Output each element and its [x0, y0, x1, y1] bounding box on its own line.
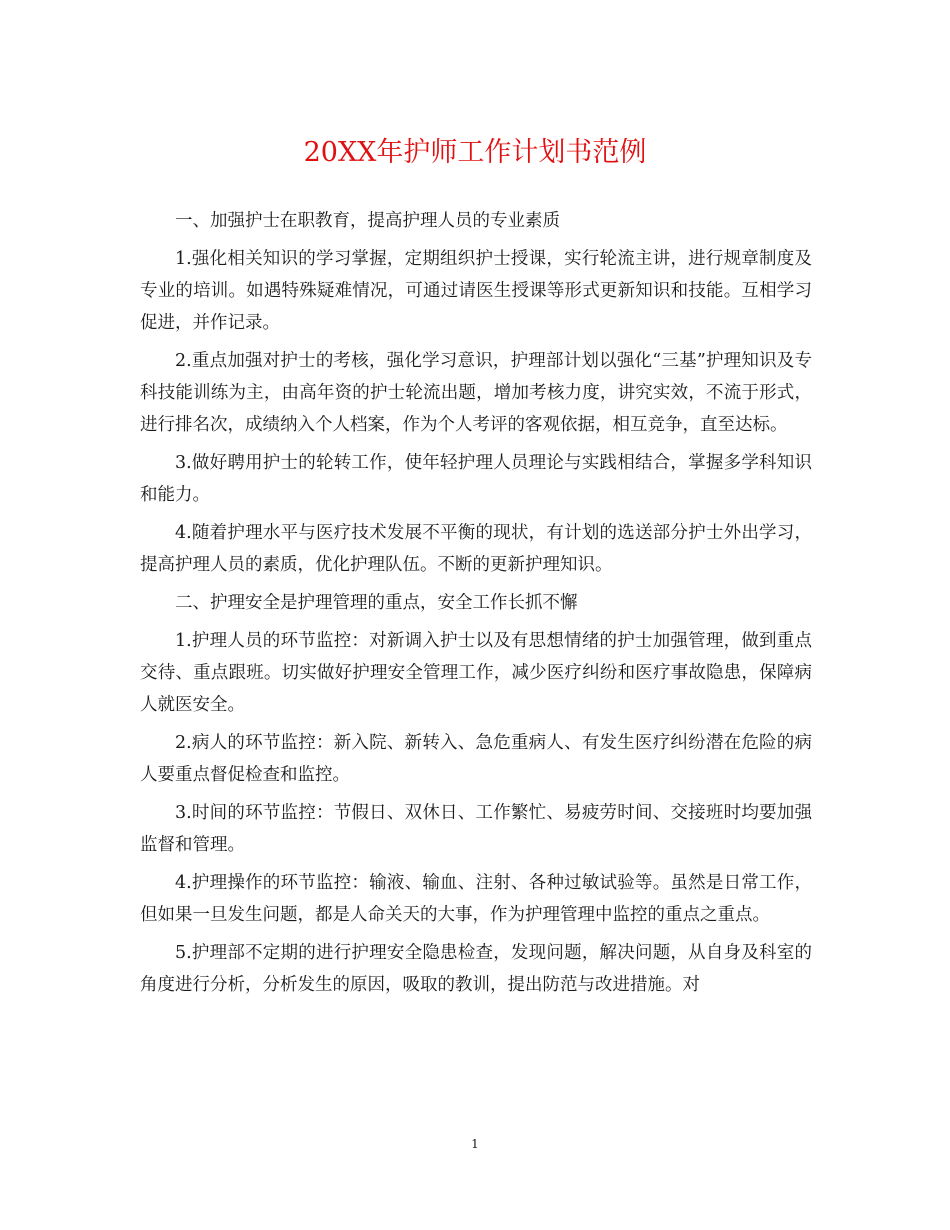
section-heading-1: 一、加强护士在职教育，提高护理人员的专业素质: [175, 211, 560, 231]
paragraph-2-3: 3.时间的环节监控：节假日、双休日、工作繁忙、易疲劳时间、交接班时均要加强监督和管理。: [140, 803, 812, 855]
paragraph-1-3: 3.做好聘用护士的轮转工作，使年轻护理人员理论与实践相结合，掌握多学科知识和能力。: [140, 453, 812, 505]
document-body: [140, 205, 812, 1007]
page-number: 1: [471, 1137, 479, 1151]
paragraph-1-4: 4.随着护理水平与医疗技术发展不平衡的现状，有计划的选送部分护士外出学习，提高护理人员的素质，优化护理队伍。不断的更新护理知识。: [140, 523, 812, 575]
paragraph-2-2: 2.病人的环节监控：新入院、新转入、急危重病人、有发生医疗纠纷潜在危险的病人要重点督促检查和监控。: [140, 733, 812, 785]
paragraph-2-5: 5.护理部不定期的进行护理安全隐患检查，发现问题，解决问题，从自身及科室的角度进行分析，分析发生的原因，吸取的教训，提出防范与改进措施。对: [140, 943, 812, 995]
paragraph-1-1: 1.强化相关知识的学习掌握，定期组织护士授课，实行轮流主讲，进行规章制度及专业的培训。如遇特殊疑难情况，可通过请医生授课等形式更新知识和技能。互相学习促进，并作记录。: [140, 249, 812, 333]
paragraph-1-2: 2.重点加强对护士的考核，强化学习意识，护理部计划以强化“三基”护理知识及专科技能训练为主，由高年资的护士轮流出题，增加考核力度，讲究实效，不流于形式，进行排名次，成绩纳入个人档案，作为个人考评的客观依据，相互竞争，直至达标。: [140, 351, 812, 435]
document-title: 20XX年护师工作计划书范例: [303, 137, 647, 168]
paragraph-2-4: 4.护理操作的环节监控：输液、输血、注射、各种过敏试验等。虽然是日常工作，但如果一旦发生问题，都是人命关天的大事，作为护理管理中监控的重点之重点。: [140, 873, 812, 925]
section-heading-2: 二、护理安全是护理管理的重点，安全工作长抓不懈: [175, 593, 578, 613]
paragraph-2-1: 1.护理人员的环节监控：对新调入护士以及有思想情绪的护士加强管理，做到重点交待、重点跟班。切实做好护理安全管理工作，减少医疗纠纷和医疗事故隐患，保障病人就医安全。: [140, 631, 812, 715]
